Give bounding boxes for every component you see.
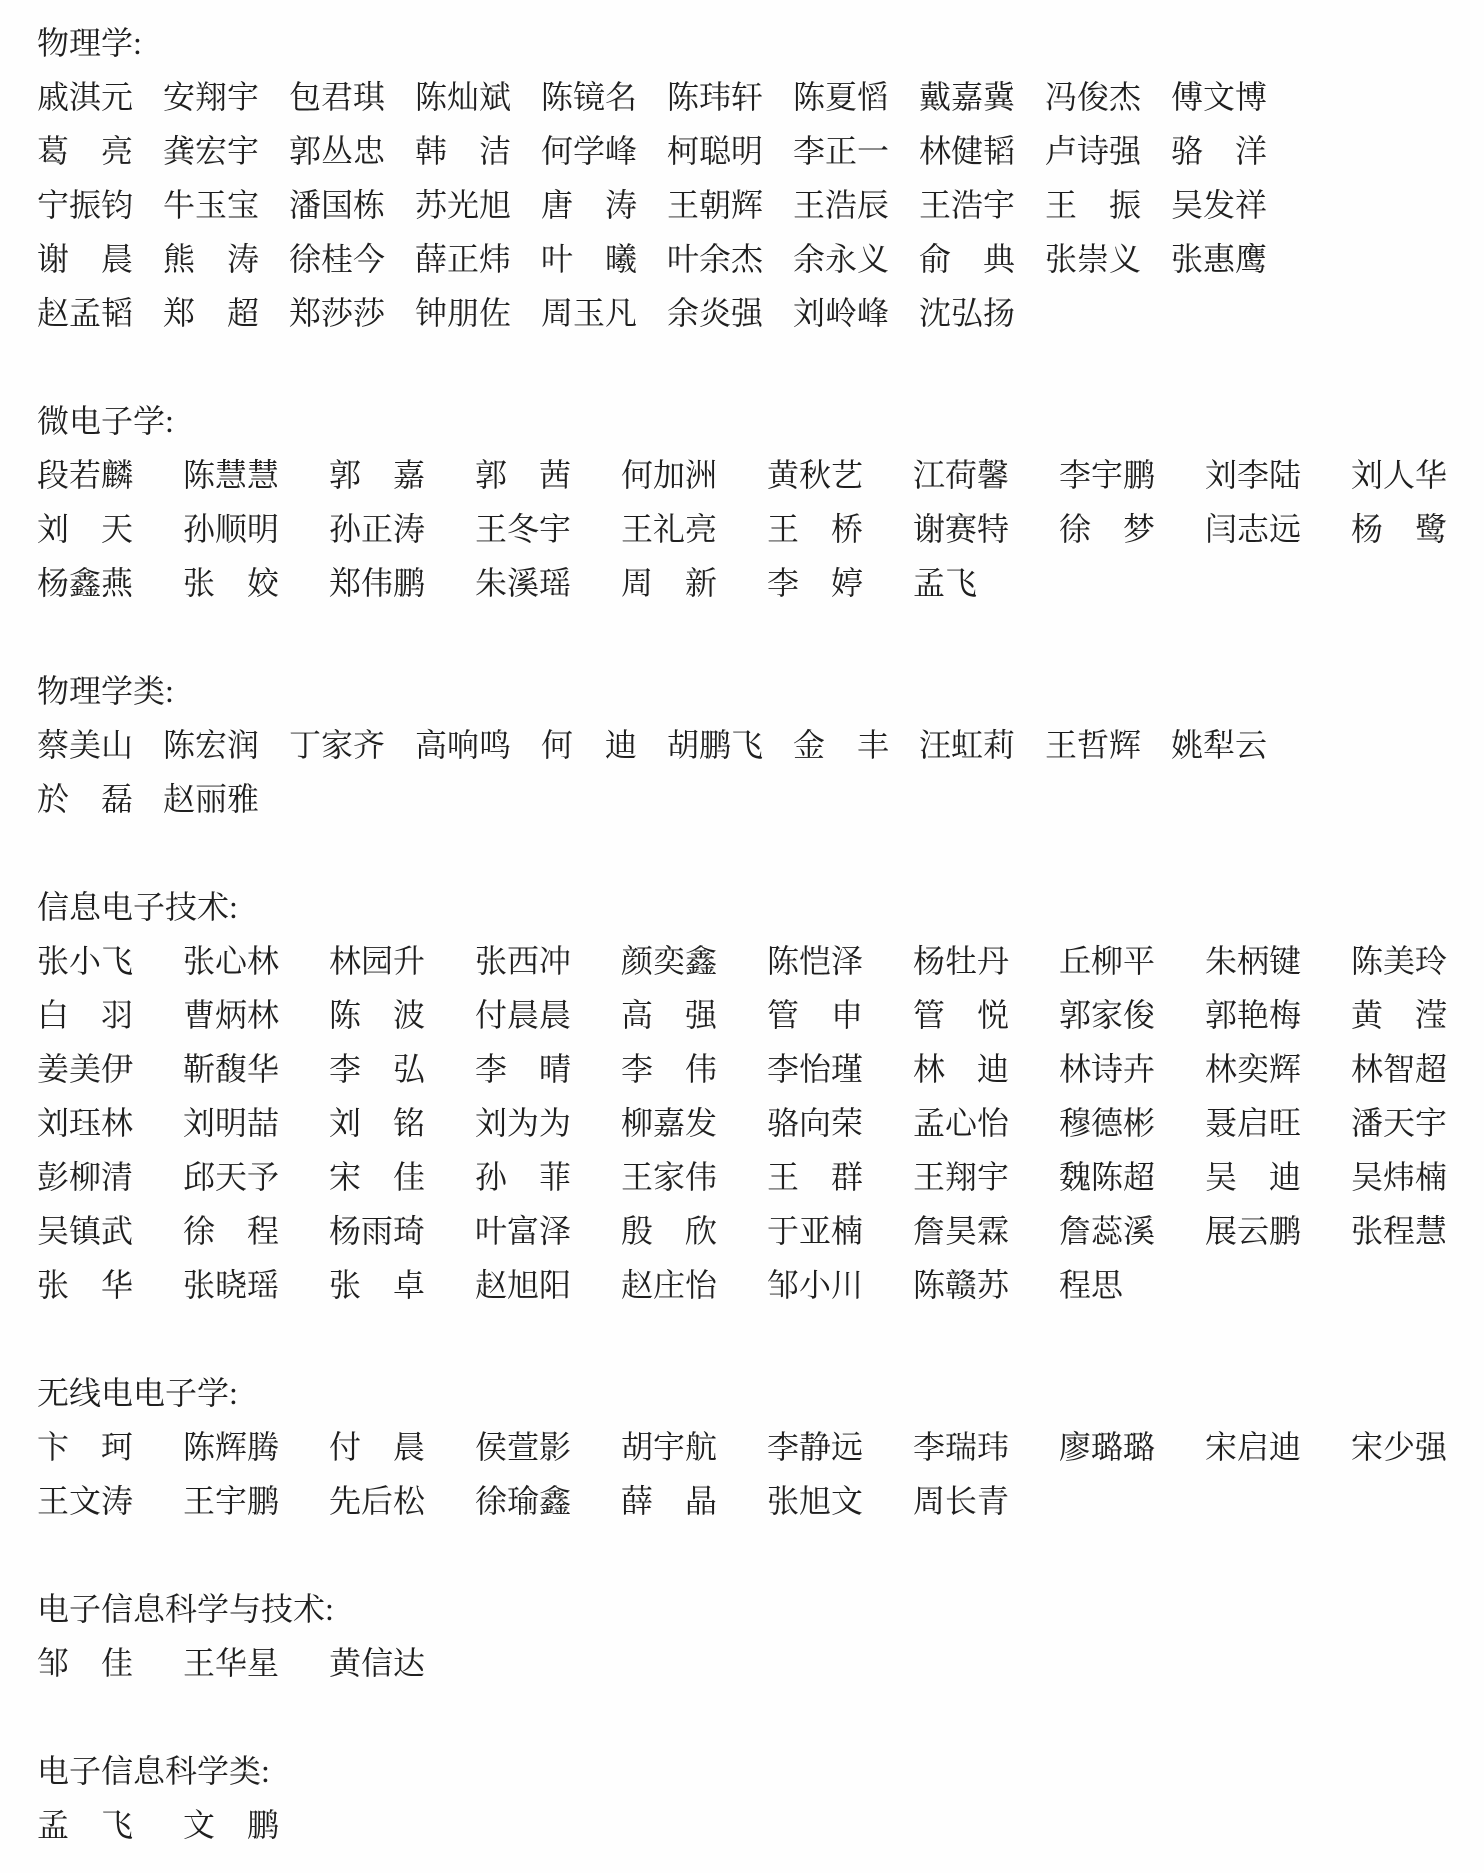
student-name: 孟心怡 [913, 1105, 1010, 1141]
name-row [37, 1096, 1454, 1150]
student-name: 韩 洁 [415, 133, 512, 169]
student-name: 钟朋佐 [415, 295, 512, 331]
student-name: 陈玮轩 [667, 79, 764, 115]
student-name: 徐桂今 [289, 241, 386, 277]
section-electronic-information-science-and-technology [37, 1582, 1454, 1690]
name-row [37, 1042, 1454, 1096]
student-name: 曹炳林 [183, 997, 280, 1033]
student-name: 李怡瑾 [767, 1051, 864, 1087]
student-name: 殷 欣 [621, 1213, 718, 1249]
student-name: 王浩辰 [793, 187, 890, 223]
student-name: 张 卓 [329, 1267, 426, 1303]
student-name: 赵庄怡 [621, 1267, 718, 1303]
student-name: 付 晨 [329, 1429, 426, 1465]
name-row [37, 1150, 1454, 1204]
student-name: 王礼亮 [621, 511, 718, 547]
section-information-electronic-technology [37, 880, 1454, 1312]
student-name: 赵孟韬 [37, 295, 134, 331]
student-name: 潘天宇 [1351, 1105, 1448, 1141]
student-name: 高 强 [621, 997, 718, 1033]
student-name: 刘岭峰 [793, 295, 890, 331]
student-name: 刘 天 [37, 511, 134, 547]
student-name: 彭柳清 [37, 1159, 134, 1195]
student-name: 张崇义 [1045, 241, 1142, 277]
student-name: 郭 茜 [475, 457, 572, 493]
student-name: 潘国栋 [289, 187, 386, 223]
section-electronic-information-science-category [37, 1744, 1454, 1852]
student-name: 龚宏宇 [163, 133, 260, 169]
student-name: 张程慧 [1351, 1213, 1448, 1249]
student-name: 黄秋艺 [767, 457, 864, 493]
student-name: 冯俊杰 [1045, 79, 1142, 115]
student-name: 李 弘 [329, 1051, 426, 1087]
student-name: 陈美玲 [1351, 943, 1448, 979]
student-name: 聂启旺 [1205, 1105, 1302, 1141]
section-microelectronics [37, 394, 1454, 610]
section-physics-category [37, 664, 1454, 826]
student-name: 白 羽 [37, 997, 134, 1033]
student-name: 陈辉腾 [183, 1429, 280, 1465]
student-name: 杨牡丹 [913, 943, 1010, 979]
student-name: 黄 滢 [1351, 997, 1448, 1033]
student-name: 王 桥 [767, 511, 864, 547]
student-name: 陈灿斌 [415, 79, 512, 115]
student-name: 闫志远 [1205, 511, 1302, 547]
student-name: 王朝辉 [667, 187, 764, 223]
name-row [37, 718, 1454, 772]
student-name: 余永义 [793, 241, 890, 277]
student-name: 陈夏慆 [793, 79, 890, 115]
student-name: 唐 涛 [541, 187, 638, 223]
name-row [37, 1258, 1454, 1312]
name-row [37, 772, 1454, 826]
student-name: 金 丰 [793, 727, 890, 763]
student-name: 吴炜楠 [1351, 1159, 1448, 1195]
student-name: 王文涛 [37, 1483, 134, 1519]
student-name: 郭家俊 [1059, 997, 1156, 1033]
student-name: 於 磊 [37, 781, 134, 817]
student-name: 先后松 [329, 1483, 426, 1519]
student-name: 陈赣苏 [913, 1267, 1010, 1303]
name-row [37, 502, 1454, 556]
name-row [37, 934, 1454, 988]
student-name: 何 迪 [541, 727, 638, 763]
student-name: 陈恺泽 [767, 943, 864, 979]
student-name: 宋少强 [1351, 1429, 1448, 1465]
student-name: 刘李陆 [1205, 457, 1302, 493]
student-name: 汪虹莉 [919, 727, 1016, 763]
student-name: 张 姣 [183, 565, 280, 601]
student-name: 叶余杰 [667, 241, 764, 277]
student-name: 陈镜名 [541, 79, 638, 115]
student-name: 谢 晨 [37, 241, 134, 277]
student-name: 卞 珂 [37, 1429, 134, 1465]
student-name: 李宇鹏 [1059, 457, 1156, 493]
student-name: 展云鹏 [1205, 1213, 1302, 1249]
student-name: 林健韬 [919, 133, 1016, 169]
student-name: 陈慧慧 [183, 457, 280, 493]
student-name: 林园升 [329, 943, 426, 979]
student-name: 王家伟 [621, 1159, 718, 1195]
student-name: 詹昊霖 [913, 1213, 1010, 1249]
student-name: 张旭文 [767, 1483, 864, 1519]
student-name: 沈弘扬 [919, 295, 1016, 331]
name-row [37, 1636, 1454, 1690]
student-name: 林智超 [1351, 1051, 1448, 1087]
name-row [37, 124, 1454, 178]
student-name: 蔡美山 [37, 727, 134, 763]
student-name: 王 振 [1045, 187, 1142, 223]
student-name: 赵丽雅 [163, 781, 260, 817]
student-name: 杨雨琦 [329, 1213, 426, 1249]
student-name: 胡鹏飞 [667, 727, 764, 763]
student-name: 张小飞 [37, 943, 134, 979]
student-name: 刘 铭 [329, 1105, 426, 1141]
student-name: 张 华 [37, 1267, 134, 1303]
name-row [37, 232, 1454, 286]
student-name: 邹 佳 [37, 1645, 134, 1681]
student-name: 魏陈超 [1059, 1159, 1156, 1195]
student-name: 卢诗强 [1045, 133, 1142, 169]
student-name: 谢赛特 [913, 511, 1010, 547]
student-name: 胡宇航 [621, 1429, 718, 1465]
student-name: 管 悦 [913, 997, 1010, 1033]
section-title: 物理学类: [37, 673, 174, 709]
name-row [37, 1474, 1454, 1528]
student-name: 李 伟 [621, 1051, 718, 1087]
student-name: 王翔宇 [913, 1159, 1010, 1195]
student-name: 王冬宇 [475, 511, 572, 547]
student-name: 林 迪 [913, 1051, 1010, 1087]
student-name: 柯聪明 [667, 133, 764, 169]
student-name: 徐瑜鑫 [475, 1483, 572, 1519]
student-name: 余炎强 [667, 295, 764, 331]
student-name: 于亚楠 [767, 1213, 864, 1249]
student-name: 廖璐璐 [1059, 1429, 1156, 1465]
student-name: 张晓瑶 [183, 1267, 280, 1303]
student-name: 孟 飞 [37, 1807, 134, 1843]
student-name: 徐 梦 [1059, 511, 1156, 547]
student-name: 苏光旭 [415, 187, 512, 223]
student-name: 王 群 [767, 1159, 864, 1195]
student-name: 吴 迪 [1205, 1159, 1302, 1195]
student-name: 周玉凡 [541, 295, 638, 331]
student-name: 杨 鹭 [1351, 511, 1448, 547]
student-name: 郭艳梅 [1205, 997, 1302, 1033]
student-name: 江荷馨 [913, 457, 1010, 493]
student-name: 丘柳平 [1059, 943, 1156, 979]
student-name: 程思 [1059, 1267, 1124, 1303]
student-name: 郭丛忠 [289, 133, 386, 169]
student-name: 姚犁云 [1171, 727, 1268, 763]
student-name: 安翔宇 [163, 79, 260, 115]
student-name: 郑莎莎 [289, 295, 386, 331]
student-name: 薛 晶 [621, 1483, 718, 1519]
section-title: 微电子学: [37, 403, 174, 439]
student-name: 朱柄键 [1205, 943, 1302, 979]
student-name: 宋启迪 [1205, 1429, 1302, 1465]
student-name: 林诗卉 [1059, 1051, 1156, 1087]
student-name: 丁家齐 [289, 727, 386, 763]
student-name: 熊 涛 [163, 241, 260, 277]
student-name: 孟飞 [913, 565, 978, 601]
student-name: 傅文博 [1171, 79, 1268, 115]
student-name: 段若麟 [37, 457, 134, 493]
student-name: 侯萱影 [475, 1429, 572, 1465]
student-name: 颜奕鑫 [621, 943, 718, 979]
student-name: 孙顺明 [183, 511, 280, 547]
student-name: 李正一 [793, 133, 890, 169]
student-name: 叶 曦 [541, 241, 638, 277]
student-name: 宋 佳 [329, 1159, 426, 1195]
student-name: 郑 超 [163, 295, 260, 331]
name-row [37, 178, 1454, 232]
student-name: 詹蕊溪 [1059, 1213, 1156, 1249]
section-physics [37, 16, 1454, 340]
student-name: 杨鑫燕 [37, 565, 134, 601]
student-name: 何加洲 [621, 457, 718, 493]
student-name: 叶富泽 [475, 1213, 572, 1249]
section-title: 电子信息科学与技术: [37, 1591, 334, 1627]
student-name: 赵旭阳 [475, 1267, 572, 1303]
student-name: 周长青 [913, 1483, 1010, 1519]
student-name: 骆向荣 [767, 1105, 864, 1141]
section-radio-electronics [37, 1366, 1454, 1528]
student-name: 穆德彬 [1059, 1105, 1156, 1141]
student-name: 吴镇武 [37, 1213, 134, 1249]
student-name: 刘为为 [475, 1105, 572, 1141]
name-row [37, 556, 1454, 610]
student-name: 骆 洋 [1171, 133, 1268, 169]
section-title: 电子信息科学类: [37, 1753, 270, 1789]
student-name: 徐 程 [183, 1213, 280, 1249]
student-name: 王华星 [183, 1645, 280, 1681]
student-name: 王浩宇 [919, 187, 1016, 223]
name-row [37, 988, 1454, 1042]
student-name: 黄信达 [329, 1645, 426, 1681]
student-name: 刘人华 [1351, 457, 1448, 493]
student-name: 周 新 [621, 565, 718, 601]
student-name: 付晨晨 [475, 997, 572, 1033]
student-name: 孙正涛 [329, 511, 426, 547]
student-name: 郭 嘉 [329, 457, 426, 493]
student-name: 柳嘉发 [621, 1105, 718, 1141]
student-name: 葛 亮 [37, 133, 134, 169]
student-name: 刘珏林 [37, 1105, 134, 1141]
student-name: 李瑞玮 [913, 1429, 1010, 1465]
name-row [37, 448, 1454, 502]
student-name: 包君琪 [289, 79, 386, 115]
student-name: 孙 菲 [475, 1159, 572, 1195]
student-name: 戚淇元 [37, 79, 134, 115]
student-name: 邱天予 [183, 1159, 280, 1195]
section-title: 物理学: [37, 25, 142, 61]
student-name: 郑伟鹏 [329, 565, 426, 601]
student-name: 王宇鹏 [183, 1483, 280, 1519]
student-name: 薛正炜 [415, 241, 512, 277]
student-name: 刘明喆 [183, 1105, 280, 1141]
section-title: 信息电子技术: [37, 889, 238, 925]
student-name: 戴嘉冀 [919, 79, 1016, 115]
student-name: 吴发祥 [1171, 187, 1268, 223]
name-row [37, 1798, 1454, 1852]
student-name: 邹小川 [767, 1267, 864, 1303]
student-name: 高响鸣 [415, 727, 512, 763]
student-name: 牛玉宝 [163, 187, 260, 223]
student-name: 李静远 [767, 1429, 864, 1465]
student-name: 陈 波 [329, 997, 426, 1033]
student-name: 李 婷 [767, 565, 864, 601]
student-name: 朱溪瑶 [475, 565, 572, 601]
student-name: 宁振钧 [37, 187, 134, 223]
student-name: 文 鹏 [183, 1807, 280, 1843]
name-row [37, 70, 1454, 124]
student-name: 俞 典 [919, 241, 1016, 277]
student-name: 管 申 [767, 997, 864, 1033]
student-name: 林奕辉 [1205, 1051, 1302, 1087]
student-name: 何学峰 [541, 133, 638, 169]
student-name: 陈宏润 [163, 727, 260, 763]
student-name: 靳馥华 [183, 1051, 280, 1087]
student-name: 张心林 [183, 943, 280, 979]
name-row [37, 286, 1454, 340]
name-row [37, 1420, 1454, 1474]
student-name: 张西冲 [475, 943, 572, 979]
student-name: 姜美伊 [37, 1051, 134, 1087]
student-name: 张惠鹰 [1171, 241, 1268, 277]
section-title: 无线电电子学: [37, 1375, 238, 1411]
student-name: 王哲辉 [1045, 727, 1142, 763]
name-row [37, 1204, 1454, 1258]
student-name: 李 晴 [475, 1051, 572, 1087]
